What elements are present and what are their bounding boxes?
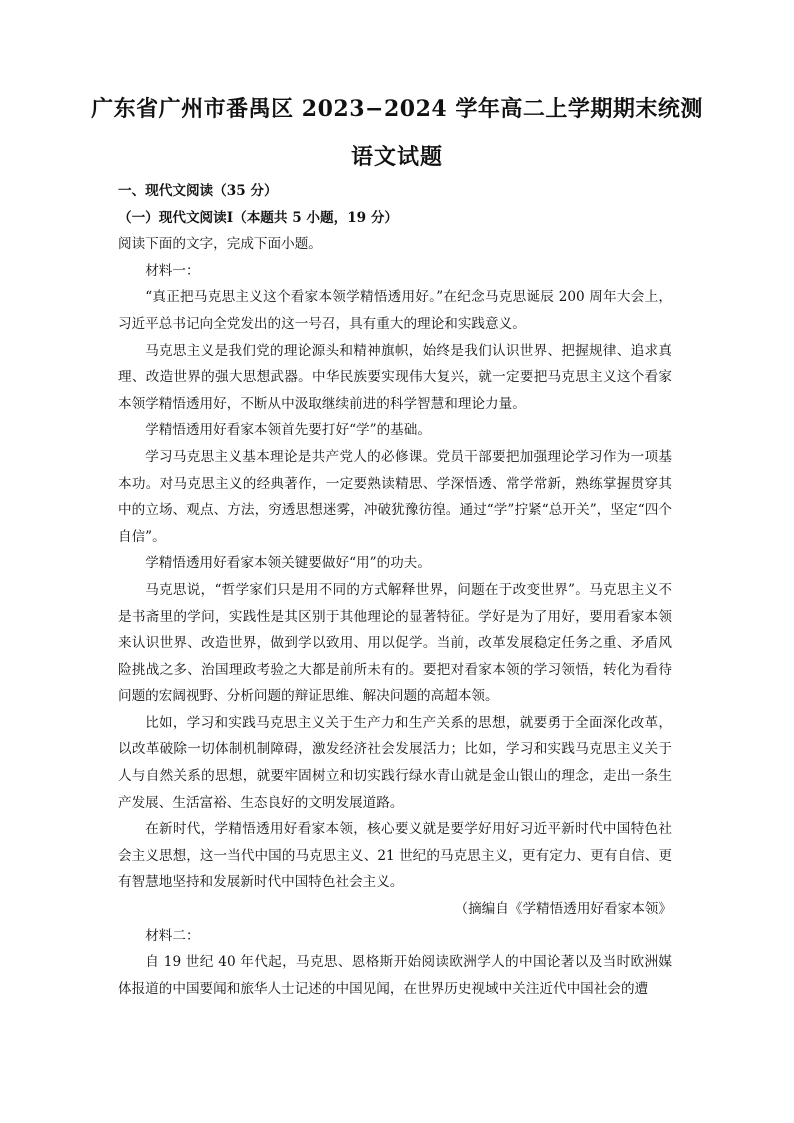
paragraph: 学精悟透用好看家本领首先要打好“学”的基础。 [145,422,431,439]
document-body [118,178,672,1002]
subsection-heading: （一）现代文阅读Ⅰ（本题共 5 小题，19 分） [118,209,399,226]
paragraph: 学习马克思主义基本理论是共产党人的必修课。党员干部要把加强理论学习作为一项基本功。对马克思主义的经典著作，一定要熟读精思、学深悟透、常学常新，熟练掌握贯穿其中的立场、观点、方法，穷透思想迷雾，冲破犹豫彷徨。通过“学”拧紧“总开关”，坚定“四个自信”。 [118,448,672,545]
paragraph: 比如，学习和实践马克思主义关于生产力和生产关系的思想，就要勇于全面深化改革，以改革破除一切体制机制障碍，激发经济社会发展活力；比如，学习和实践马克思主义关于人与自然关系的思想，就要牢固树立和切实践行绿水青山就是金山银山的理念，走出一条生产发展、生活富裕、生态良好的文明发展道路。 [118,714,672,811]
document-subtitle: 语文试题 [350,144,443,170]
paragraph: “真正把马克思主义这个看家本领学精悟透用好。”在纪念马克思诞辰 200 周年大会上，习近平总书记向全党发出的这一号召，具有重大的理论和实践意义。 [118,289,672,332]
instruction-text: 阅读下面的文字，完成下面小题。 [118,236,322,253]
material-two-label: 材料二： [145,927,200,944]
document-title: 广东省广州市番禺区 2023−2024 学年高二上学期期末统测 [91,96,703,122]
paragraph: 马克思主义是我们党的理论源头和精神旗帜，始终是我们认识世界、把握规律、追求真理、改造世界的强大思想武器。中华民族要实现伟大复兴，就一定要把马克思主义这个看家本领学精悟透用好，不断从中汲取继续前进的科学智慧和理论力量。 [118,342,672,412]
source-citation: （摘编自《学精悟透用好看家本领》 [454,901,672,918]
section-heading: 一、现代文阅读（35 分） [118,183,278,199]
material-one-label: 材料一： [145,262,200,279]
paragraph: 马克思说，“哲学家们只是用不同的方式解释世界，问题在于改变世界”。马克思主义不是书斋里的学问，实践性是其区别于其他理论的显著特征。学好是为了用好，要用看家本领来认识世界、改造世界，做到学以致用、用以促学。当前，改革发展稳定任务之重、矛盾风险挑战之多、治国理政考验之大都是前所未有的。要把对看家本领的学习领悟，转化为看待问题的宏阔视野、分析问题的辩证思维、解决问题的高超本领。 [118,581,672,705]
paragraph: 学精悟透用好看家本领关键要做好“用”的功夫。 [145,555,431,572]
paragraph: 自 19 世纪 40 年代起，马克思、恩格斯开始阅读欧洲学人的中国论著以及当时欧洲媒体报道的中国要闻和旅华人士记述的中国见闻，在世界历史视域中关注近代中国社会的遭 [118,954,672,997]
paragraph: 在新时代，学精悟透用好看家本领，核心要义就是要学好用好习近平新时代中国特色社会主义思想，这一当代中国的马克思主义、21 世纪的马克思主义，更有定力、更有自信、更有智慧地坚持和发展新时代中国特色社会主义。 [118,821,672,891]
